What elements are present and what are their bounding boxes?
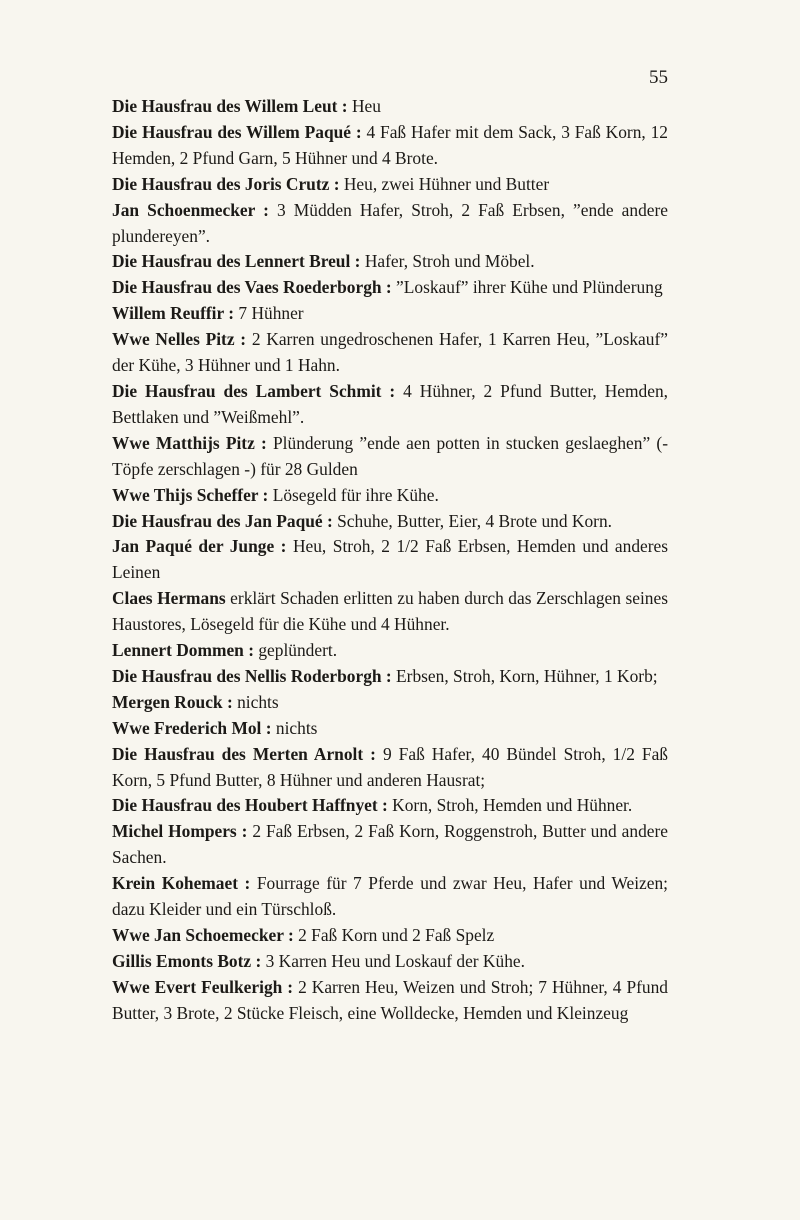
entry-text: nichts: [271, 717, 318, 738]
entry: [112, 534, 668, 586]
entry-text: Heu, zwei Hühner und Butter: [339, 173, 550, 194]
entry-text: 3 Müdden Hafer, Stroh, 2 Faß Erbsen, ”ende andere plundereyen”.: [112, 199, 669, 246]
entry: [112, 793, 668, 819]
entry-name: Gillis Emonts Botz :: [112, 950, 262, 971]
entry-name: Wwe Thijs Scheffer :: [112, 484, 269, 505]
entry: [112, 638, 668, 664]
entry: [112, 249, 668, 275]
entry-name: Wwe Jan Schoemecker :: [112, 925, 294, 945]
entry-text: erklärt Schaden erlitten zu haben durch das Zerschlagen seines Haustores, Lösegeld für die Kühe und 4 Hühner.: [112, 588, 668, 635]
entry: [112, 483, 668, 509]
entry-name: Wwe Frederich Mol :: [112, 717, 272, 738]
entry-name: Michel Hompers :: [112, 821, 248, 842]
entry-name: Claes Hermans: [112, 588, 226, 609]
entry-name: Die Hausfrau des Willem Paqué :: [112, 121, 362, 142]
entry-text: ”Loskauf” ihrer Kühe und Plünderung: [391, 277, 663, 298]
entry: [112, 94, 668, 120]
entry-name: Willem Reuffir :: [112, 303, 235, 324]
entry: [112, 198, 668, 250]
entry-text: Erbsen, Stroh, Korn, Hühner, 1 Korb;: [391, 665, 658, 686]
entry-name: Krein Kohemaet :: [112, 873, 251, 894]
entry-list: [112, 94, 668, 1027]
entry: [112, 586, 668, 638]
entry-text: nichts: [232, 691, 279, 712]
page-number: 55: [649, 67, 668, 88]
entry: [112, 120, 668, 172]
entry-text: 2 Faß Korn und 2 Faß Spelz: [293, 925, 495, 945]
entry: [112, 690, 668, 716]
entry-name: Die Hausfrau des Vaes Roederborgh :: [112, 277, 392, 298]
entry-text: 3 Karren Heu und Loskauf der Kühe.: [261, 950, 525, 971]
entry-name: Wwe Evert Feulkerigh :: [112, 976, 294, 997]
entry-text: Heu: [347, 96, 381, 116]
entry-name: Mergen Rouck :: [112, 691, 233, 712]
entry-name: Die Hausfrau des Lennert Breul :: [112, 251, 361, 272]
entry: [112, 716, 668, 742]
entry-text: 7 Hühner: [234, 303, 304, 324]
entry-text: Hafer, Stroh und Möbel.: [360, 251, 535, 272]
entry: [112, 949, 668, 975]
entry: [112, 871, 668, 923]
entry-name: Jan Paqué der Junge :: [112, 536, 287, 557]
entry-name: Die Hausfrau des Merten Arnolt :: [112, 743, 376, 764]
entry: [112, 819, 668, 871]
entry-text: Plünderung ”ende aen potten in stucken geslaeghen” (- Töpfe zerschlagen -) für 28 Gulden: [112, 432, 668, 479]
entry: [112, 975, 668, 1027]
entry-text: 2 Faß Erbsen, 2 Faß Korn, Roggenstroh, Butter und andere Sachen.: [112, 821, 668, 868]
entry: [112, 664, 668, 690]
entry-text: geplündert.: [254, 640, 338, 661]
entry-text: Fourrage für 7 Pferde und zwar Heu, Hafer und Weizen; dazu Kleider und ein Türschloß.: [112, 873, 668, 920]
entry-name: Jan Schoenmecker :: [112, 199, 269, 220]
entry: [112, 327, 668, 379]
entry-name: Die Hausfrau des Joris Crutz :: [112, 173, 340, 194]
entry: [112, 923, 668, 949]
entry-name: Lennert Dommen :: [112, 640, 254, 661]
entry-name: Wwe Nelles Pitz :: [112, 329, 247, 350]
entry-text: 4 Hühner, 2 Pfund Butter, Hemden, Bettlaken und ”Weißmehl”.: [112, 380, 668, 427]
entry-text: 2 Karren Heu, Weizen und Stroh; 7 Hühner, 4 Pfund Butter, 3 Brote, 2 Stücke Fleisch, eine Wolldecke, Hemden und Kleinzeug: [112, 976, 668, 1023]
entry-text: Lösegeld für ihre Kühe.: [268, 484, 439, 505]
entry-name: Die Hausfrau des Willem Leut :: [112, 96, 348, 116]
entry: [112, 301, 668, 327]
entry: [112, 431, 668, 483]
entry: [112, 379, 668, 431]
entry: [112, 172, 668, 198]
entry-name: Die Hausfrau des Nellis Roderborgh :: [112, 665, 392, 686]
entry-text: 9 Faß Hafer, 40 Bündel Stroh, 1/2 Faß Korn, 5 Pfund Butter, 8 Hühner und anderen Hausrat;: [112, 743, 668, 790]
entry: [112, 509, 668, 535]
entry-text: Korn, Stroh, Hemden und Hühner.: [387, 795, 633, 816]
entry-text: 2 Karren ungedroschenen Hafer, 1 Karren Heu, ”Loskauf” der Kühe, 3 Hühner und 1 Hahn.: [112, 329, 668, 376]
entry-text: 4 Faß Hafer mit dem Sack, 3 Faß Korn, 12 Hemden, 2 Pfund Garn, 5 Hühner und 4 Brote.: [112, 121, 668, 168]
entry: [112, 742, 668, 794]
entry: [112, 275, 668, 301]
entry-name: Die Hausfrau des Houbert Haffnyet :: [112, 795, 388, 816]
entry-name: Die Hausfrau des Lambert Schmit :: [112, 380, 396, 401]
entry-name: Wwe Matthijs Pitz :: [112, 432, 267, 453]
entry-name: Die Hausfrau des Jan Paqué :: [112, 510, 333, 531]
entry-text: Heu, Stroh, 2 1/2 Faß Erbsen, Hemden und anderes Leinen: [112, 536, 669, 583]
entry-text: Schuhe, Butter, Eier, 4 Brote und Korn.: [332, 510, 612, 531]
